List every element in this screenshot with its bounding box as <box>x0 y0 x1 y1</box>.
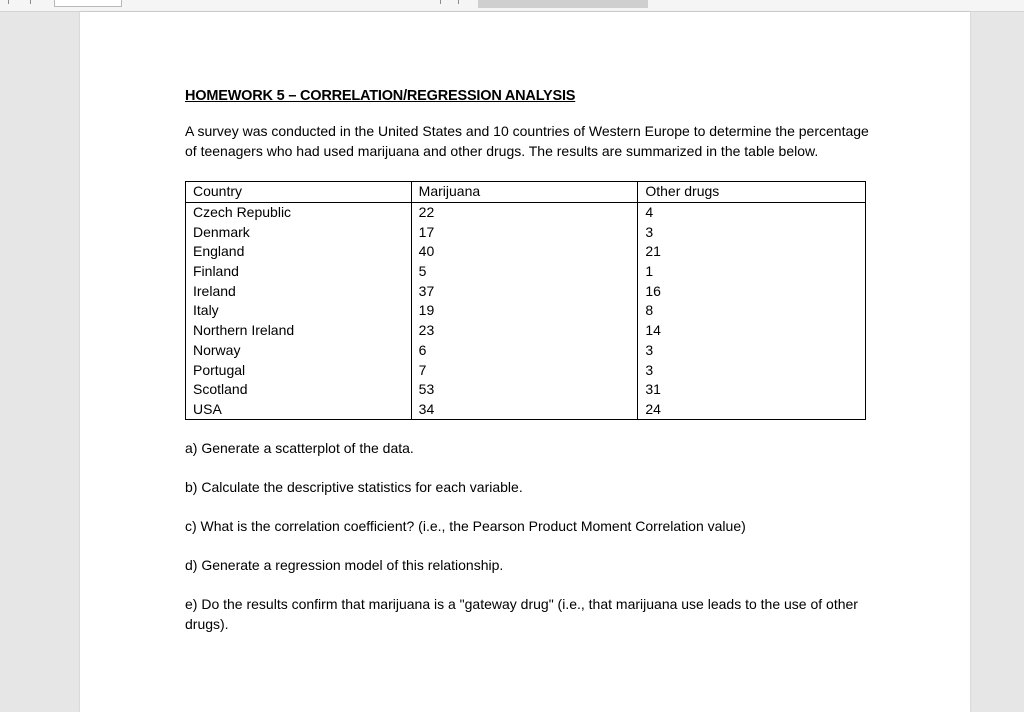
table-row <box>186 360 866 380</box>
cell-marijuana: 7 <box>411 360 638 380</box>
question-a: a) Generate a scatterplot of the data. <box>185 440 414 457</box>
cell-marijuana: 19 <box>411 301 638 321</box>
table-row <box>186 262 866 282</box>
question-d: d) Generate a regression model of this relationship. <box>185 557 504 574</box>
cell-marijuana: 23 <box>411 321 638 341</box>
column-header-marijuana: Marijuana <box>411 182 638 203</box>
top-toolbar <box>0 0 1024 12</box>
cell-marijuana: 34 <box>411 400 638 420</box>
cell-country: Portugal <box>186 360 412 380</box>
toolbar-field[interactable] <box>54 0 122 7</box>
cell-country: Norway <box>186 341 412 361</box>
cell-marijuana: 5 <box>411 262 638 282</box>
cell-country: Denmark <box>186 222 412 242</box>
table-row <box>186 380 866 400</box>
cell-country: Scotland <box>186 380 412 400</box>
cell-country: Finland <box>186 262 412 282</box>
cell-marijuana: 37 <box>411 281 638 301</box>
cell-country: USA <box>186 400 412 420</box>
cell-other-drugs: 1 <box>638 262 866 282</box>
document-content <box>185 88 875 653</box>
table-row <box>186 400 866 420</box>
toolbar-highlight[interactable] <box>478 0 648 8</box>
cell-other-drugs: 3 <box>638 222 866 242</box>
cell-other-drugs: 14 <box>638 321 866 341</box>
cell-other-drugs: 4 <box>638 202 866 222</box>
toolbar-tick <box>8 0 9 4</box>
cell-country: Northern Ireland <box>186 321 412 341</box>
question-e: e) Do the results confirm that marijuana is a "gateway drug" (i.e., that marijuana use leads to the use of other drugs). <box>185 596 858 633</box>
table-row <box>186 202 866 222</box>
toolbar-tick <box>440 0 441 4</box>
document-page <box>80 12 970 712</box>
question-c: c) What is the correlation coefficient? (i.e., the Pearson Product Moment Correlation value) <box>185 518 746 535</box>
cell-other-drugs: 16 <box>638 281 866 301</box>
page-title: HOMEWORK 5 – CORRELATION/REGRESSION ANALYSIS <box>185 88 576 104</box>
cell-other-drugs: 24 <box>638 400 866 420</box>
cell-other-drugs: 21 <box>638 242 866 262</box>
table-row <box>186 321 866 341</box>
cell-country: England <box>186 242 412 262</box>
cell-other-drugs: 3 <box>638 360 866 380</box>
table-row <box>186 341 866 361</box>
data-table <box>185 181 866 420</box>
table-header-row <box>186 182 866 203</box>
table-row <box>186 222 866 242</box>
cell-marijuana: 6 <box>411 341 638 361</box>
cell-marijuana: 53 <box>411 380 638 400</box>
cell-marijuana: 22 <box>411 202 638 222</box>
cell-other-drugs: 8 <box>638 301 866 321</box>
cell-other-drugs: 3 <box>638 341 866 361</box>
cell-country: Czech Republic <box>186 202 412 222</box>
column-header-country: Country <box>186 182 412 203</box>
column-header-other-drugs: Other drugs <box>638 182 866 203</box>
cell-country: Italy <box>186 301 412 321</box>
question-list <box>185 438 875 634</box>
toolbar-tick <box>30 0 31 4</box>
question-b: b) Calculate the descriptive statistics for each variable. <box>185 479 523 496</box>
intro-paragraph: A survey was conducted in the United States and 10 countries of Western Europe to determine the percentage of teenagers who had used marijuana and other drugs. The results are summarized in the table below. <box>185 123 869 159</box>
cell-marijuana: 40 <box>411 242 638 262</box>
cell-marijuana: 17 <box>411 222 638 242</box>
toolbar-tick <box>458 0 459 4</box>
cell-country: Ireland <box>186 281 412 301</box>
cell-other-drugs: 31 <box>638 380 866 400</box>
table-row <box>186 301 866 321</box>
table-row <box>186 242 866 262</box>
table-row <box>186 281 866 301</box>
